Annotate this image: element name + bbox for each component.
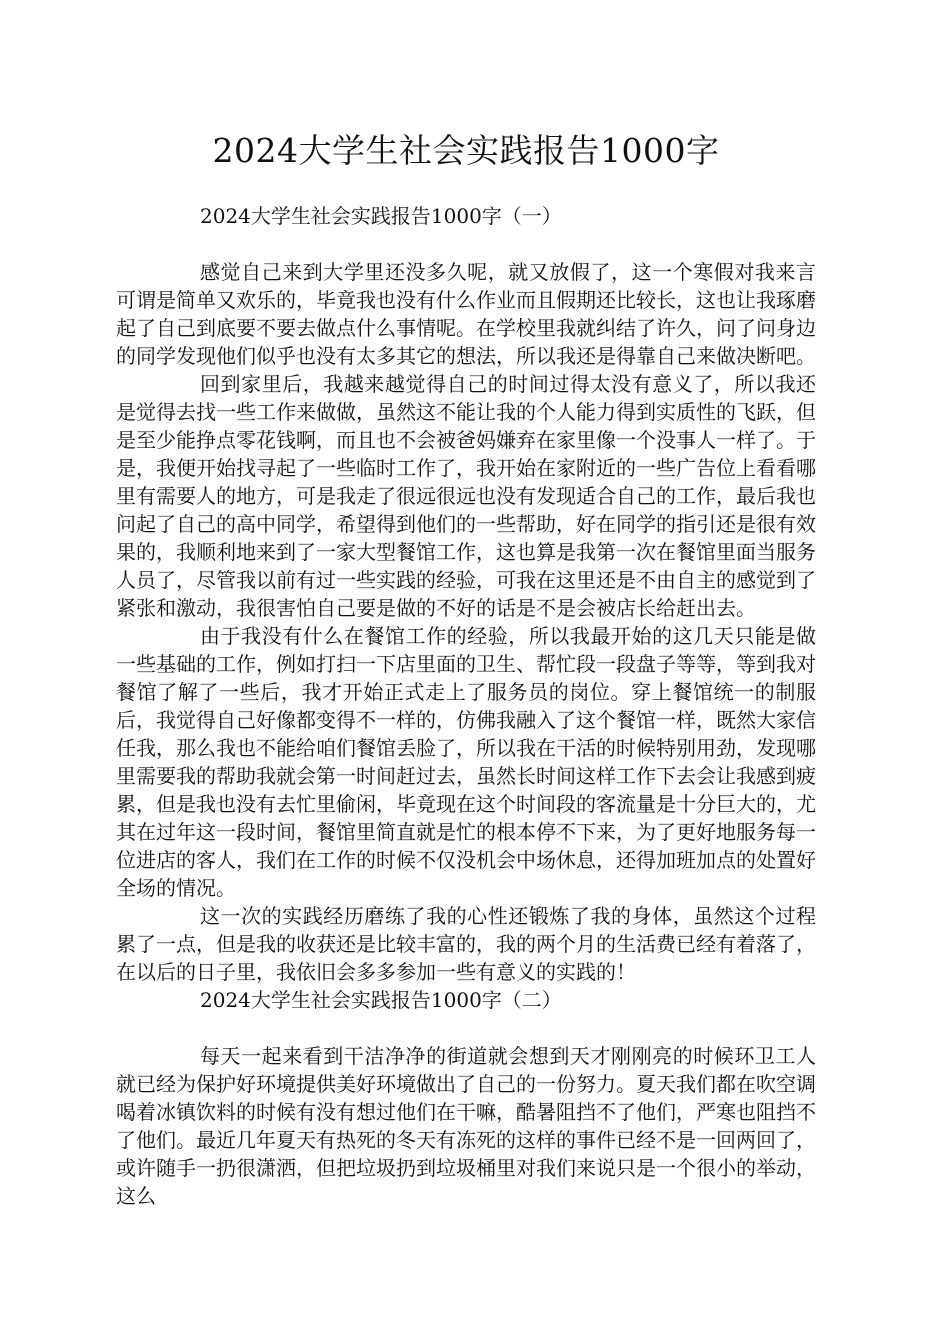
paragraph: 回到家里后，我越来越觉得自己的时间过得太没有意义了，所以我还是觉得去找一些工作来做做，虽然这不能让我的个人能力得到实质性的飞跃，但是至少能挣点零花钱啊，而且也不会被爸妈嫌弃在家里像一个没事人一样了。于是，我便开始找寻起了一些临时工作了，我开始在家附近的一些广告位上看看哪里有需要人的地方，可是我走了很远很远也没有发现适合自己的工作，最后我也问起了自己的高中同学，希望得到他们的一些帮助，好在同学的指引还是很有效果的，我顺利地来到了一家大型餐馆工作，这也算是我第一次在餐馆里面当服务人员了，尽管我以前有过一些实践的经验，可我在这里还是不由自主的感觉到了紧张和激动，我很害怕自己要是做的不好的话是不是会被店长给赶出去。 — [116, 372, 816, 620]
paragraph: 每天一起来看到干洁净净的街道就会想到天才刚刚亮的时候环卫工人就已经为保护好环境提供美好环境做出了自己的一份努力。夏天我们都在吹空调喝着冰镇饮料的时候有没有想过他们在干嘛，酷暑阻挡不了他们，严寒也阻挡不了他们。最近几年夏天有热死的冬天有冻死的这样的事件已经不是一回两回了，或许随手一扔很潇洒，但把垃圾扔到垃圾桶里对我们来说只是一个很小的举动，这么 — [116, 1044, 816, 1208]
paragraph: 这一次的实践经历磨练了我的心性还锻炼了我的身体，虽然这个过程累了一点，但是我的收获还是比较丰富的，我的两个月的生活费已经有着落了，在以后的日子里，我依旧会多多参加一些有意义的实践的！ — [116, 904, 816, 984]
section-heading-2: 2024大学生社会实践报告1000字（二） — [200, 988, 562, 1012]
document-title: 2024大学生社会实践报告1000字 — [212, 131, 720, 170]
paragraph: 感觉自己来到大学里还没多久呢，就又放假了，这一个寒假对我来言可谓是简单又欢乐的，毕竟我也没有什么作业而且假期还比较长，这也让我琢磨起了自己到底要不要去做点什么事情呢。在学校里我就纠结了许久，问了问身边的同学发现他们似乎也没有太多其它的想法，所以我还是得靠自己来做决断吧。 — [116, 260, 816, 368]
section-heading-1: 2024大学生社会实践报告1000字（一） — [200, 204, 562, 228]
document-body — [116, 128, 816, 1210]
paragraph: 由于我没有什么在餐馆工作的经验，所以我最开始的这几天只能是做一些基础的工作，例如打扫一下店里面的卫生、帮忙段一段盘子等等，等到我对餐馆了解了一些后，我才开始正式走上了服务员的岗位。穿上餐馆统一的制服后，我觉得自己好像都变得不一样的，仿佛我融入了这个餐馆一样，既然大家信任我，那么我也不能给咱们餐馆丢脸了，所以我在干活的时候特别用劲，发现哪里需要我的帮助我就会第一时间赶过去，虽然长时间这样工作下去会让我感到疲累，但是我也没有去忙里偷闲，毕竟现在这个时间段的客流量是十分巨大的，尤其在过年这一段时间，餐馆里简直就是忙的根本停不下来，为了更好地服务每一位进店的客人，我们在工作的时候不仅没机会中场休息，还得加班加点的处置好全场的情况。 — [116, 624, 816, 900]
